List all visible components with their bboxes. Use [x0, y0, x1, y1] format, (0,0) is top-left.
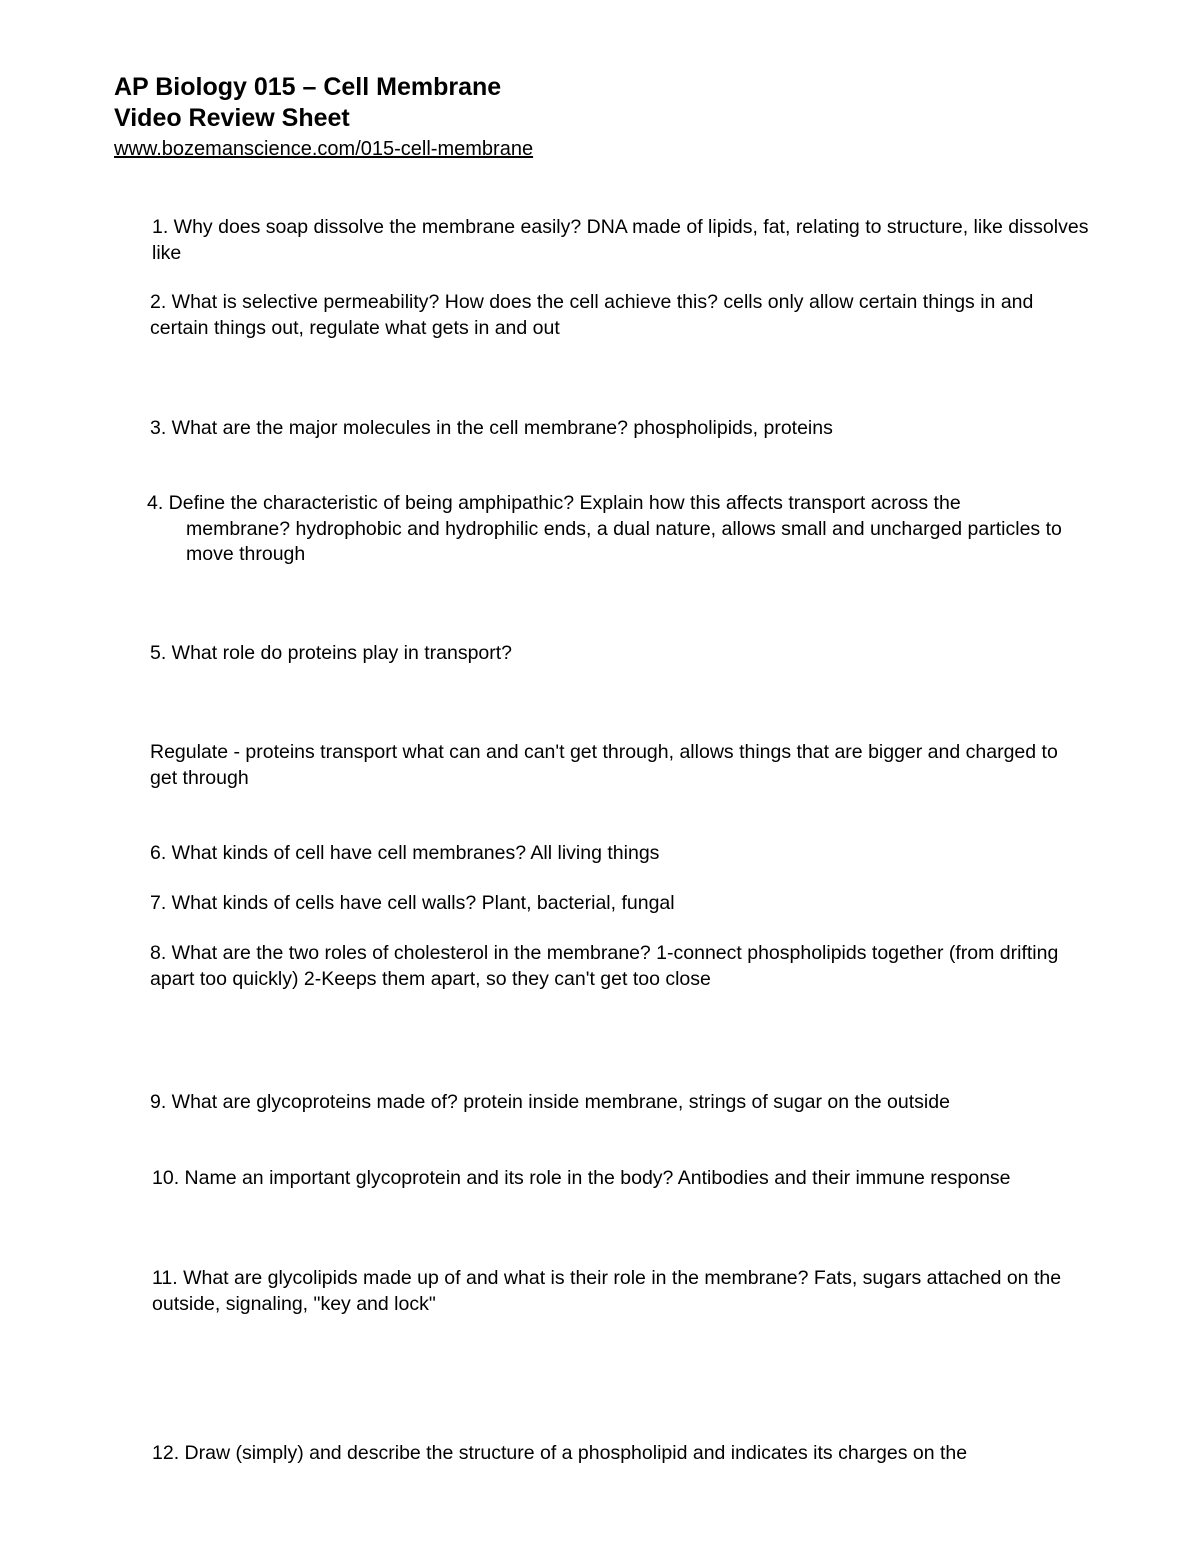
question-1: 1. Why does soap dissolve the membrane easily? DNA made of lipids, fat, relating to structure, like dissolves like — [152, 216, 1089, 264]
question-5-answer: Regulate - proteins transport what can and can't get through, allows things that are bigger and charged to get through — [150, 741, 1058, 789]
question-10: 10. Name an important glycoprotein and its role in the body? Antibodies and their immune response — [152, 1167, 1011, 1189]
page-subtitle: Video Review Sheet — [114, 104, 350, 132]
question-4-continuation: membrane? hydrophobic and hydrophilic ends, a dual nature, allows small and uncharged particles to move through — [186, 517, 1062, 565]
question-11: 11. What are glycolipids made up of and what is their role in the membrane? Fats, sugars attached on the outside, signaling, "key and lock" — [152, 1267, 1062, 1315]
question-4-line1: 4. Define the characteristic of being amphipathic? Explain how this affects transport across the — [147, 492, 961, 514]
question-6: 6. What kinds of cell have cell membranes? All living things — [150, 842, 660, 864]
question-4 — [147, 491, 1067, 568]
question-5: 5. What role do proteins play in transport? — [150, 642, 513, 664]
source-url-link[interactable]: www.bozemanscience.com/015-cell-membrane — [114, 138, 534, 160]
question-3: 3. What are the major molecules in the cell membrane? phospholipids, proteins — [150, 417, 833, 439]
question-2: 2. What is selective permeability? How does the cell achieve this? cells only allow certain things in and certain things out, regulate what gets in and out — [150, 291, 1034, 339]
question-8: 8. What are the two roles of cholesterol in the membrane? 1-connect phospholipids together (from drifting apart too quickly) 2-Keeps them apart, so they can't get too close — [150, 942, 1059, 990]
question-12: 12. Draw (simply) and describe the structure of a phospholipid and indicates its charges on the — [152, 1442, 968, 1464]
question-9: 9. What are glycoproteins made of? protein inside membrane, strings of sugar on the outside — [150, 1091, 950, 1113]
page-title: AP Biology 015 – Cell Membrane — [114, 73, 502, 101]
question-7: 7. What kinds of cells have cell walls? Plant, bacterial, fungal — [150, 892, 675, 914]
